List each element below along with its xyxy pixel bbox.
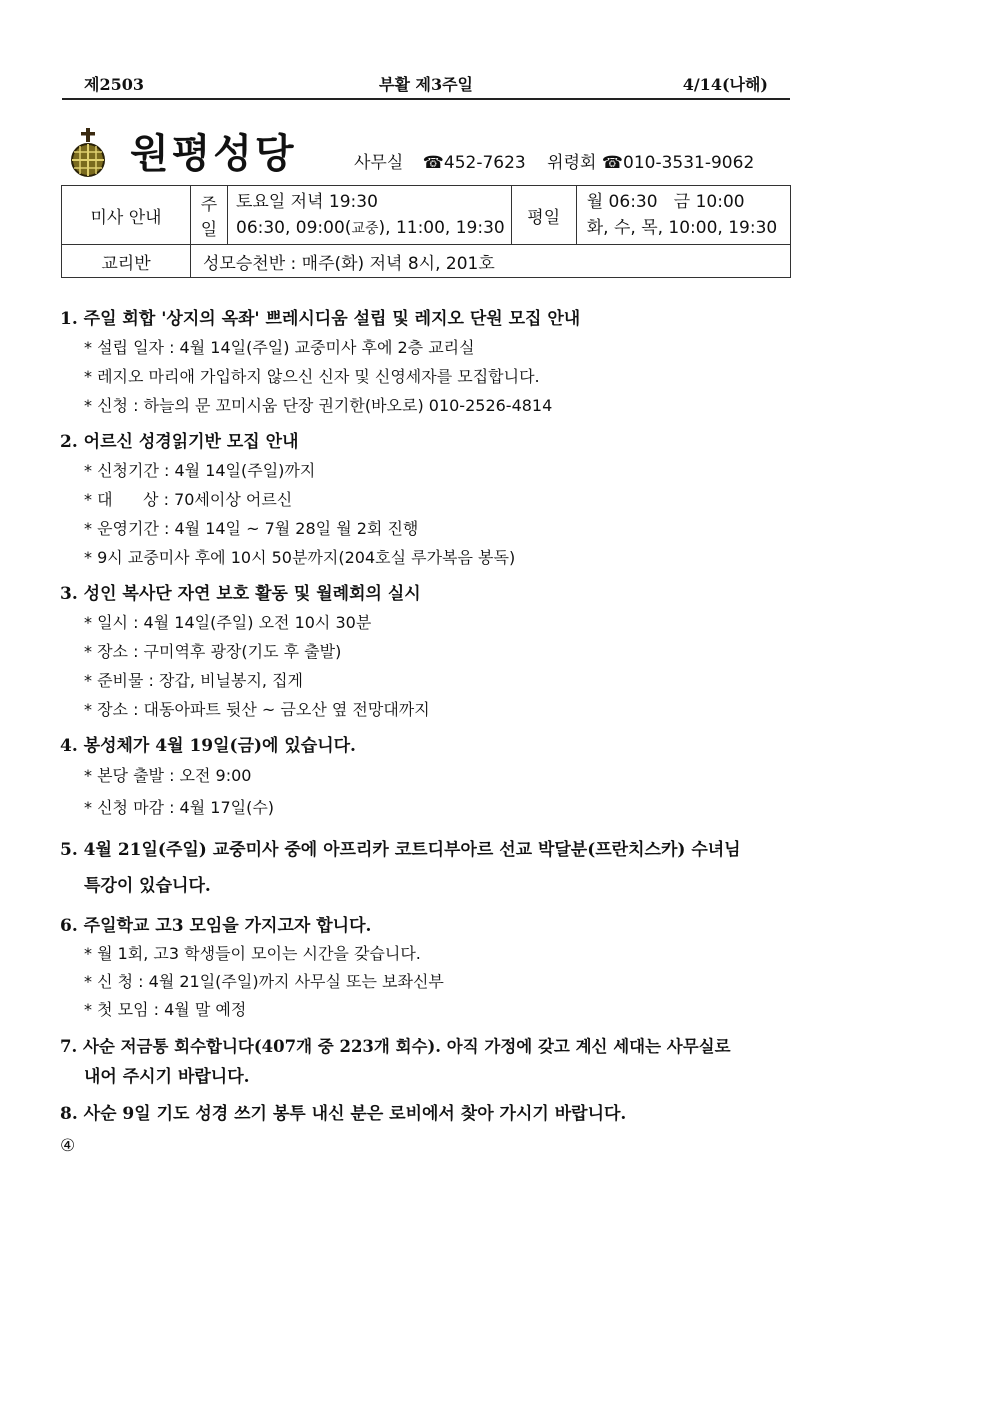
notice-title: 1. 주일 회합 '상지의 옥좌' 쁘레시디움 설립 및 레지오 단원 모집 안내 — [60, 309, 581, 329]
notice-detail: * 준비물 : 장갑, 비닐봉지, 집게 — [84, 671, 304, 690]
catechism-label: 교리반 — [62, 245, 191, 278]
notice-title: 5. 4월 21일(주일) 교중미사 중에 아프리카 코트디부아르 선교 박달분(프란치스카) 수녀님 — [60, 840, 741, 860]
committee-phone: 010-3531-9062 — [623, 153, 755, 173]
notice-title: 2. 어르신 성경읽기반 모집 안내 — [60, 432, 299, 452]
sunday-line-2-a: 06:30, 09:00( — [236, 217, 352, 238]
mass-label: 미사 안내 — [62, 186, 191, 245]
notice-list — [60, 305, 800, 1156]
sunday-label: 주일 — [191, 186, 228, 245]
parish-brand — [64, 122, 794, 180]
office-label: 사무실 — [354, 153, 404, 173]
notice-title: 6. 주일학교 고3 모임을 가지고자 합니다. — [60, 916, 372, 936]
notice-title-continued: 내어 주시기 바랍니다. — [84, 1067, 250, 1087]
notice-title: 8. 사순 9일 기도 성경 쓰기 봉투 내신 분은 로비에서 찾아 가시기 바랍니다. — [60, 1104, 627, 1124]
parish-name: 원평성당 — [130, 131, 297, 177]
notice-detail: * 장소 : 대동아파트 뒷산 ~ 금오산 옆 전망대까지 — [84, 700, 430, 719]
phone-icon: ☎ — [601, 153, 624, 173]
notice-item — [60, 912, 800, 1024]
mass-schedule-table — [61, 185, 791, 278]
notice-title: 7. 사순 저금통 회수합니다(407개 중 223개 회수). 아직 가정에 갖고 계신 세대는 사무실로 — [60, 1037, 731, 1056]
bulletin-date: 4/14(나해) — [682, 75, 768, 94]
mass-row — [62, 186, 791, 245]
liturgical-week: 부활 제3주일 — [379, 75, 473, 94]
page-number: ④ — [60, 1136, 76, 1156]
sunday-line-2-b: 교중 — [351, 220, 379, 237]
notice-detail: * 본당 출발 : 오전 9:00 — [84, 766, 252, 785]
notice-detail: * 운영기간 : 4월 14일 ~ 7월 28일 월 2회 진행 — [84, 519, 419, 538]
notice-item — [60, 580, 800, 724]
phone-icon: ☎ — [422, 153, 444, 173]
catechism-text: 성모승천반 : 매주(화) 저녁 8시, 201호 — [191, 245, 791, 278]
weekday-label: 평일 — [511, 186, 576, 245]
notice-detail: * 신청 마감 : 4월 17일(수) — [84, 798, 275, 817]
notice-detail: * 장소 : 구미역후 광장(기도 후 출발) — [84, 642, 342, 661]
committee-label: 위령회 — [547, 153, 597, 173]
notice-item — [60, 428, 800, 572]
sunday-line-1: 토요일 저녁 19:30 — [236, 191, 378, 212]
notice-title: 4. 봉성체가 4월 19일(금)에 있습니다. — [60, 736, 356, 756]
notice-detail: * 설립 일자 : 4월 14일(주일) 교중미사 후에 2층 교리실 — [84, 338, 475, 357]
weekday-line-2: 화, 수, 목, 10:00, 19:30 — [586, 218, 778, 238]
notice-detail: * 월 1회, 고3 학생들이 모이는 시간을 갖습니다. — [84, 944, 421, 963]
office-phone: 452-7623 — [443, 153, 526, 173]
sunday-line-2-c: ), 11:00, 19:30 — [378, 217, 505, 238]
notice-detail: * 일시 : 4월 14일(주일) 오전 10시 30분 — [84, 613, 372, 632]
issue-number: 제2503 — [84, 75, 144, 94]
notice-item — [60, 732, 800, 824]
notice-detail: * 신 청 : 4월 21일(주일)까지 사무실 또는 보좌신부 — [84, 972, 444, 991]
weekday-times — [576, 186, 790, 245]
weekday-line-1: 월 06:30 금 10:00 — [586, 192, 745, 212]
contact-info — [354, 148, 754, 173]
cross-globe-logo-icon — [64, 126, 112, 178]
notice-item — [60, 832, 800, 904]
notice-item — [60, 305, 800, 420]
notice-detail: * 신청기간 : 4월 14일(주일)까지 — [84, 461, 316, 480]
sunday-line-2 — [236, 215, 505, 242]
notice-item — [60, 1100, 800, 1128]
notice-detail: * 대 상 : 70세이상 어르신 — [84, 490, 293, 509]
bulletin-header — [62, 68, 790, 100]
notice-item — [60, 1032, 800, 1092]
sunday-times — [228, 186, 512, 245]
notice-title-continued: 특강이 있습니다. — [84, 876, 211, 896]
catechism-row — [62, 245, 791, 278]
notice-title: 3. 성인 복사단 자연 보호 활동 및 월례회의 실시 — [60, 584, 421, 604]
notice-detail: * 레지오 마리애 가입하지 않으신 신자 및 신영세자를 모집합니다. — [84, 367, 540, 386]
notice-detail: * 신청 : 하늘의 문 꼬미시움 단장 권기한(바오로) 010-2526-4814 — [84, 396, 553, 415]
notice-detail: * 첫 모임 : 4월 말 예정 — [84, 1000, 247, 1019]
notice-detail: * 9시 교중미사 후에 10시 50분까지(204호실 루가복음 봉독) — [84, 548, 516, 567]
